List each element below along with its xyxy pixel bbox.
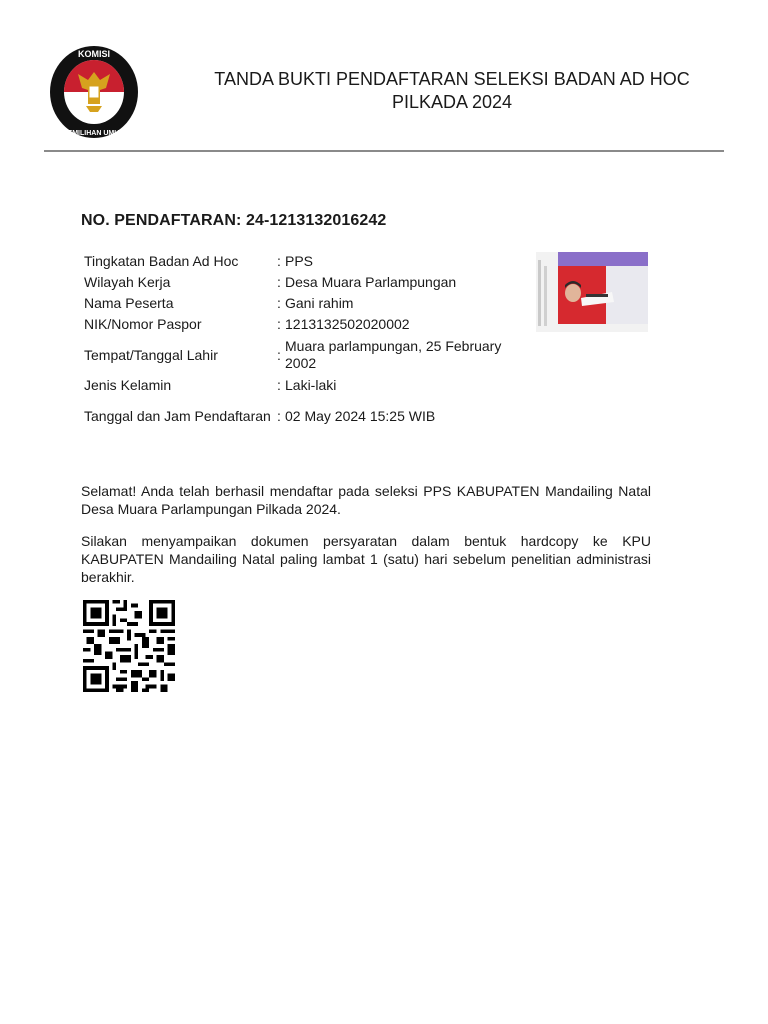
field-colon: : <box>277 253 281 269</box>
field-value: Laki-laki <box>285 377 337 393</box>
field-colon: : <box>277 346 281 363</box>
field-label: Tempat/Tanggal Lahir <box>84 346 218 363</box>
qr-code <box>80 600 178 692</box>
title-line-2: PILKADA 2024 <box>391 92 513 112</box>
document-title <box>150 68 754 114</box>
instruction-message: Silakan menyampaikan dokumen persyaratan dalam bentuk hardcopy ke KPU KABUPATEN Mandailing Natal paling lambat 1 (satu) hari sebelum penelitian administrasi berakhir. <box>81 533 651 585</box>
info-row <box>81 314 531 335</box>
field-value: Muara parlampungan, 25 February 2002 <box>285 338 502 371</box>
svg-text:PEMILIHAN UMUM: PEMILIHAN UMUM <box>62 130 126 137</box>
field-label: Tanggal dan Jam Pendaftaran <box>84 407 271 424</box>
info-row <box>81 251 531 272</box>
field-value: 02 May 2024 15:25 WIB <box>285 407 436 424</box>
field-colon: : <box>277 377 281 393</box>
field-value: PPS <box>285 253 314 269</box>
field-label: Jenis Kelamin <box>84 377 172 393</box>
field-label: Wilayah Kerja <box>84 274 171 290</box>
applicant-info-table <box>81 251 531 436</box>
title-line-1: TANDA BUKTI PENDAFTARAN SELEKSI BADAN AD HOC <box>214 69 690 89</box>
svg-text:KOMISI: KOMISI <box>77 49 111 59</box>
info-row <box>81 335 531 375</box>
field-colon: : <box>277 274 281 290</box>
field-value: Gani rahim <box>285 295 354 311</box>
field-colon: : <box>277 316 281 332</box>
field-colon: : <box>277 407 281 424</box>
field-label: Tingkatan Badan Ad Hoc <box>84 253 239 269</box>
field-label: Nama Peserta <box>84 295 174 311</box>
registration-value: 24-1213132016242 <box>245 212 387 229</box>
header-divider <box>44 150 724 152</box>
kpu-logo <box>48 44 140 140</box>
field-value: 1213132502020002 <box>285 316 410 332</box>
info-row <box>81 375 531 396</box>
applicant-photo <box>536 252 648 332</box>
info-row <box>81 293 531 314</box>
congratulation-message: Selamat! Anda telah berhasil mendaftar pada seleksi PPS KABUPATEN Mandailing Natal Desa Muara Parlampungan Pilkada 2024. <box>81 483 651 517</box>
info-row <box>81 396 531 436</box>
registration-number <box>81 212 386 230</box>
field-label: NIK/Nomor Paspor <box>84 316 202 332</box>
field-colon: : <box>277 295 281 311</box>
info-row <box>81 272 531 293</box>
field-value: Desa Muara Parlampungan <box>285 274 457 290</box>
registration-label: NO. PENDAFTARAN: <box>81 212 242 229</box>
